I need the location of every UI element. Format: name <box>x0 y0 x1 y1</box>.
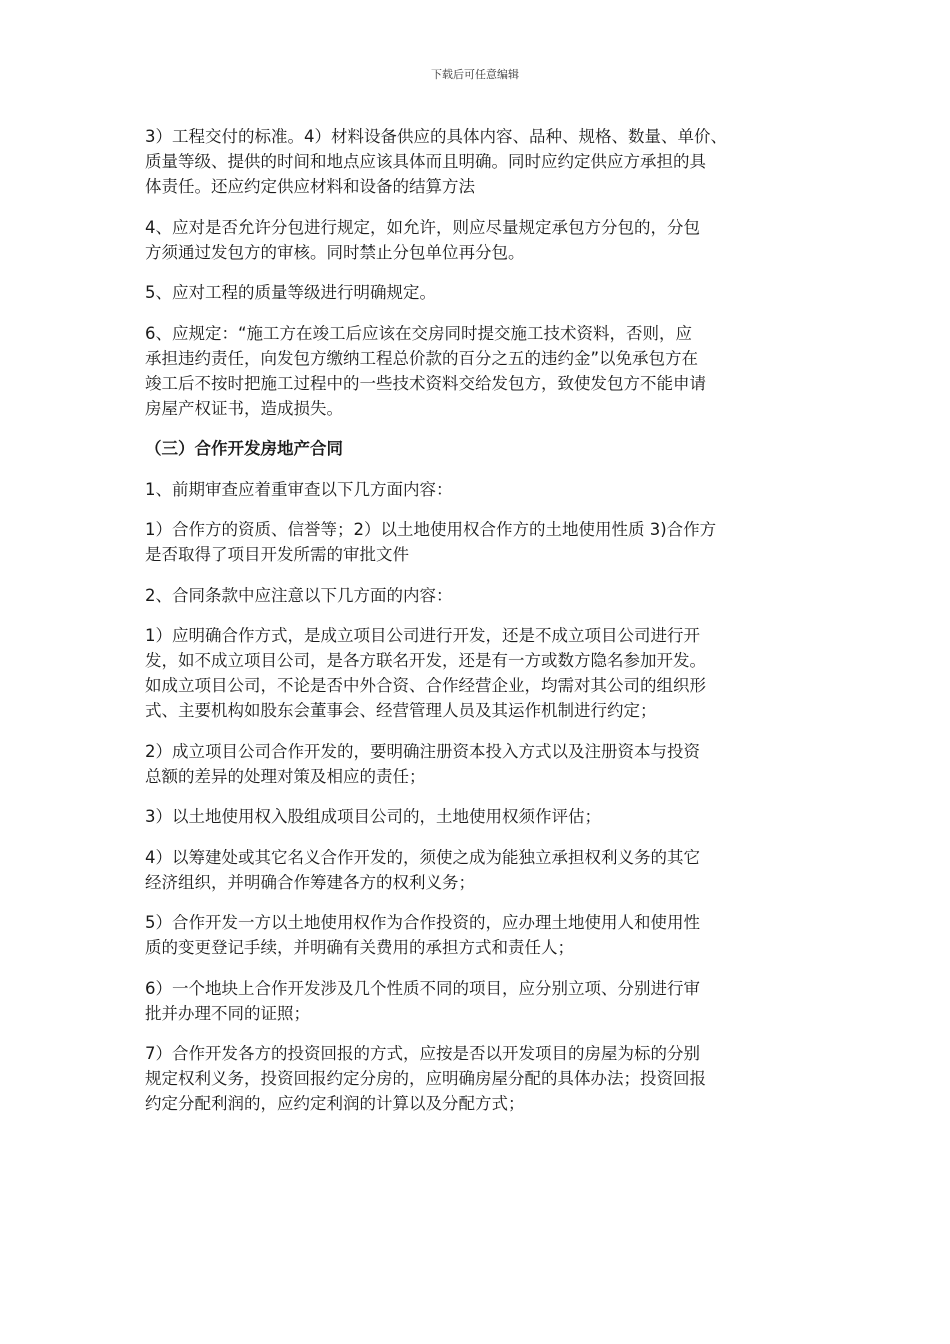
text-line: 1、前期审查应着重审查以下几方面内容： <box>145 479 453 499</box>
paragraph <box>145 583 817 608</box>
paragraph <box>145 804 817 829</box>
paragraph <box>145 477 817 502</box>
paragraph <box>145 910 817 960</box>
text-line: 经济组织，并明确合作筹建各方的权利义务； <box>145 872 475 892</box>
text-line: 3）以土地使用权入股组成项目公司的，土地使用权须作评估； <box>145 807 601 826</box>
section-heading <box>145 436 817 461</box>
text-line: 5、应对工程的质量等级进行明确规定。 <box>145 283 436 302</box>
text-line: 约定分配利润的，应约定利润的计算以及分配方式； <box>145 1094 525 1113</box>
text-line: 规定权利义务，投资回报约定分房的，应明确房屋分配的具体办法；投资回报 <box>145 1069 706 1088</box>
text-line: （三）合作开发房地产合同 <box>145 439 343 458</box>
text-line: 式、主要机构如股东会董事会、经营管理人员及其运作机制进行约定； <box>145 701 657 720</box>
text-line: 竣工后不按时把施工过程中的一些技术资料交给发包方，致使发包方不能申请 <box>145 373 706 393</box>
text-line: 质的变更登记手续，并明确有关费用的承担方式和责任人； <box>145 938 574 957</box>
paragraph <box>145 845 817 895</box>
text-line: 发，如不成立项目公司，是各方联名开发，还是有一方或数方隐名参加开发。 <box>145 651 706 670</box>
text-line: 5）合作开发一方以土地使用权作为合作投资的，应办理土地使用人和使用性 <box>145 913 700 932</box>
paragraph <box>145 1041 817 1116</box>
text-line: 2）成立项目公司合作开发的，要明确注册资本投入方式以及注册资本与投资 <box>145 741 700 761</box>
document-body <box>145 124 817 1132</box>
paragraph <box>145 215 817 265</box>
text-line: 质量等级、提供的时间和地点应该具体而且明确。同时应约定供应方承担的具 <box>145 152 706 171</box>
text-line: 体责任。还应约定供应材料和设备的结算方法 <box>145 177 475 196</box>
text-line: 7）合作开发各方的投资回报的方式，应按是否以开发项目的房屋为标的分别 <box>145 1044 700 1063</box>
text-line: 房屋产权证书，造成损失。 <box>145 398 343 418</box>
paragraph <box>145 280 817 305</box>
text-line: 是否取得了项目开发所需的审批文件 <box>145 545 409 564</box>
text-line: 4、应对是否允许分包进行规定，如允许，则应尽量规定承包方分包的，分包 <box>145 217 700 237</box>
paragraph <box>145 124 817 199</box>
paragraph <box>145 517 817 567</box>
paragraph <box>145 976 817 1026</box>
page-header-note: 下载后可任意编辑 <box>431 68 519 81</box>
text-line: 如成立项目公司，不论是否中外合资、合作经营企业，均需对其公司的组织形 <box>145 676 706 695</box>
text-line: 4）以筹建处或其它名义合作开发的，须使之成为能独立承担权利义务的其它 <box>145 847 700 867</box>
text-line: 总额的差异的处理对策及相应的责任； <box>145 766 426 786</box>
text-line: 1）应明确合作方式，是成立项目公司进行开发，还是不成立项目公司进行开 <box>145 626 700 645</box>
paragraph <box>145 623 817 723</box>
text-line: 承担违约责任，向发包方缴纳工程总价款的百分之五的违约金”以免承包方在 <box>145 348 699 368</box>
paragraph <box>145 739 817 789</box>
text-line: 1）合作方的资质、信誉等；2）以土地使用权合作方的土地使用性质 3)合作方 <box>145 520 717 539</box>
text-line: 方须通过发包方的审核。同时禁止分包单位再分包。 <box>145 242 525 262</box>
paragraph <box>145 321 817 421</box>
text-line: 2、合同条款中应注意以下几方面的内容： <box>145 585 453 605</box>
text-line: 批并办理不同的证照； <box>145 1003 310 1023</box>
text-line: 6）一个地块上合作开发涉及几个性质不同的项目，应分别立项、分别进行审 <box>145 978 700 998</box>
text-line: 3）工程交付的标准。4）材料设备供应的具体内容、品种、规格、数量、单价、 <box>145 127 727 146</box>
text-line: 6、应规定：“施工方在竣工后应该在交房同时提交施工技术资料，否则，应 <box>145 323 693 343</box>
